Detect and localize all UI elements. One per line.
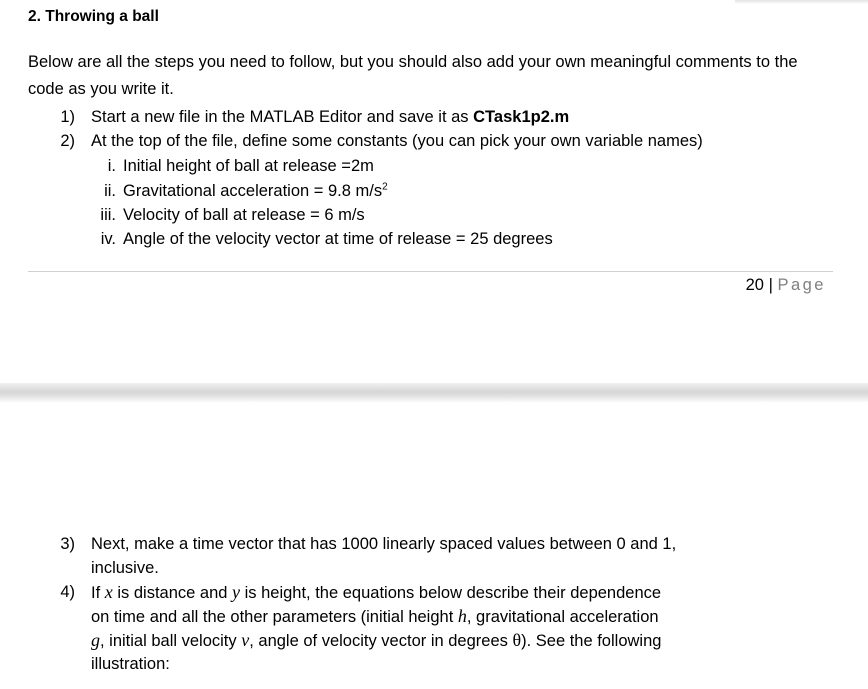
math-theta: θ [512, 630, 522, 650]
step-number: 2) [60, 132, 75, 150]
page-footer [746, 276, 826, 295]
page-bottom [0, 403, 868, 689]
page-number: 20 [745, 276, 764, 294]
step-text: Start a new file in the MATLAB Editor and save it as CTask1p2.m [91, 108, 570, 126]
step-text-line: If x is distance and y is height, the equations below describe their dependence [91, 582, 662, 602]
previous-page-shadow [735, 0, 868, 4]
superscript: 2 [382, 181, 388, 193]
step-number: 1) [60, 108, 75, 126]
step-number: 4) [60, 583, 75, 601]
step-text: At the top of the file, define some constants (you can pick your own variable names) [91, 132, 703, 150]
item-text: Velocity of ball at release = 6 m/s [123, 206, 365, 224]
item-text: Angle of the velocity vector at time of release = 25 degrees [123, 230, 553, 248]
step-text-line: illustration: [91, 655, 170, 673]
file-name: CTask1p2.m [473, 108, 570, 126]
step-text-line: Next, make a time vector that has 1000 linearly spaced values between 0 and 1, [91, 535, 677, 553]
item-number: iii. [100, 206, 116, 224]
item-number: ii. [104, 182, 116, 200]
item-text: Initial height of ball at release =2m [123, 157, 374, 175]
page-separator: | [768, 276, 773, 294]
math-h: h [457, 606, 467, 626]
step-number: 3) [60, 535, 75, 553]
math-v: v [241, 630, 250, 650]
intro-paragraph: Below are all the steps you need to follow, but you should also add your own meaningful comments to the code as you write it. [28, 53, 798, 98]
step-text-line: on time and all the other parameters (initial height h, gravitational acceleration [91, 606, 659, 626]
step-text-line: g, initial ball velocity v, angle of velocity vector in degrees θ). See the following [91, 630, 662, 650]
math-x: x [104, 582, 113, 602]
footer-divider [28, 271, 833, 272]
item-number: i. [107, 157, 116, 175]
math-y: y [232, 582, 241, 602]
page-break [0, 383, 868, 403]
item-text: Gravitational acceleration = 9.8 $m/s^2$ [123, 181, 388, 200]
step-text-line: inclusive. [91, 559, 159, 577]
item-number: iv. [100, 230, 116, 248]
page-word: Page [777, 276, 826, 294]
math-g: g [91, 630, 100, 650]
section-heading: 2. Throwing a ball [28, 8, 159, 25]
